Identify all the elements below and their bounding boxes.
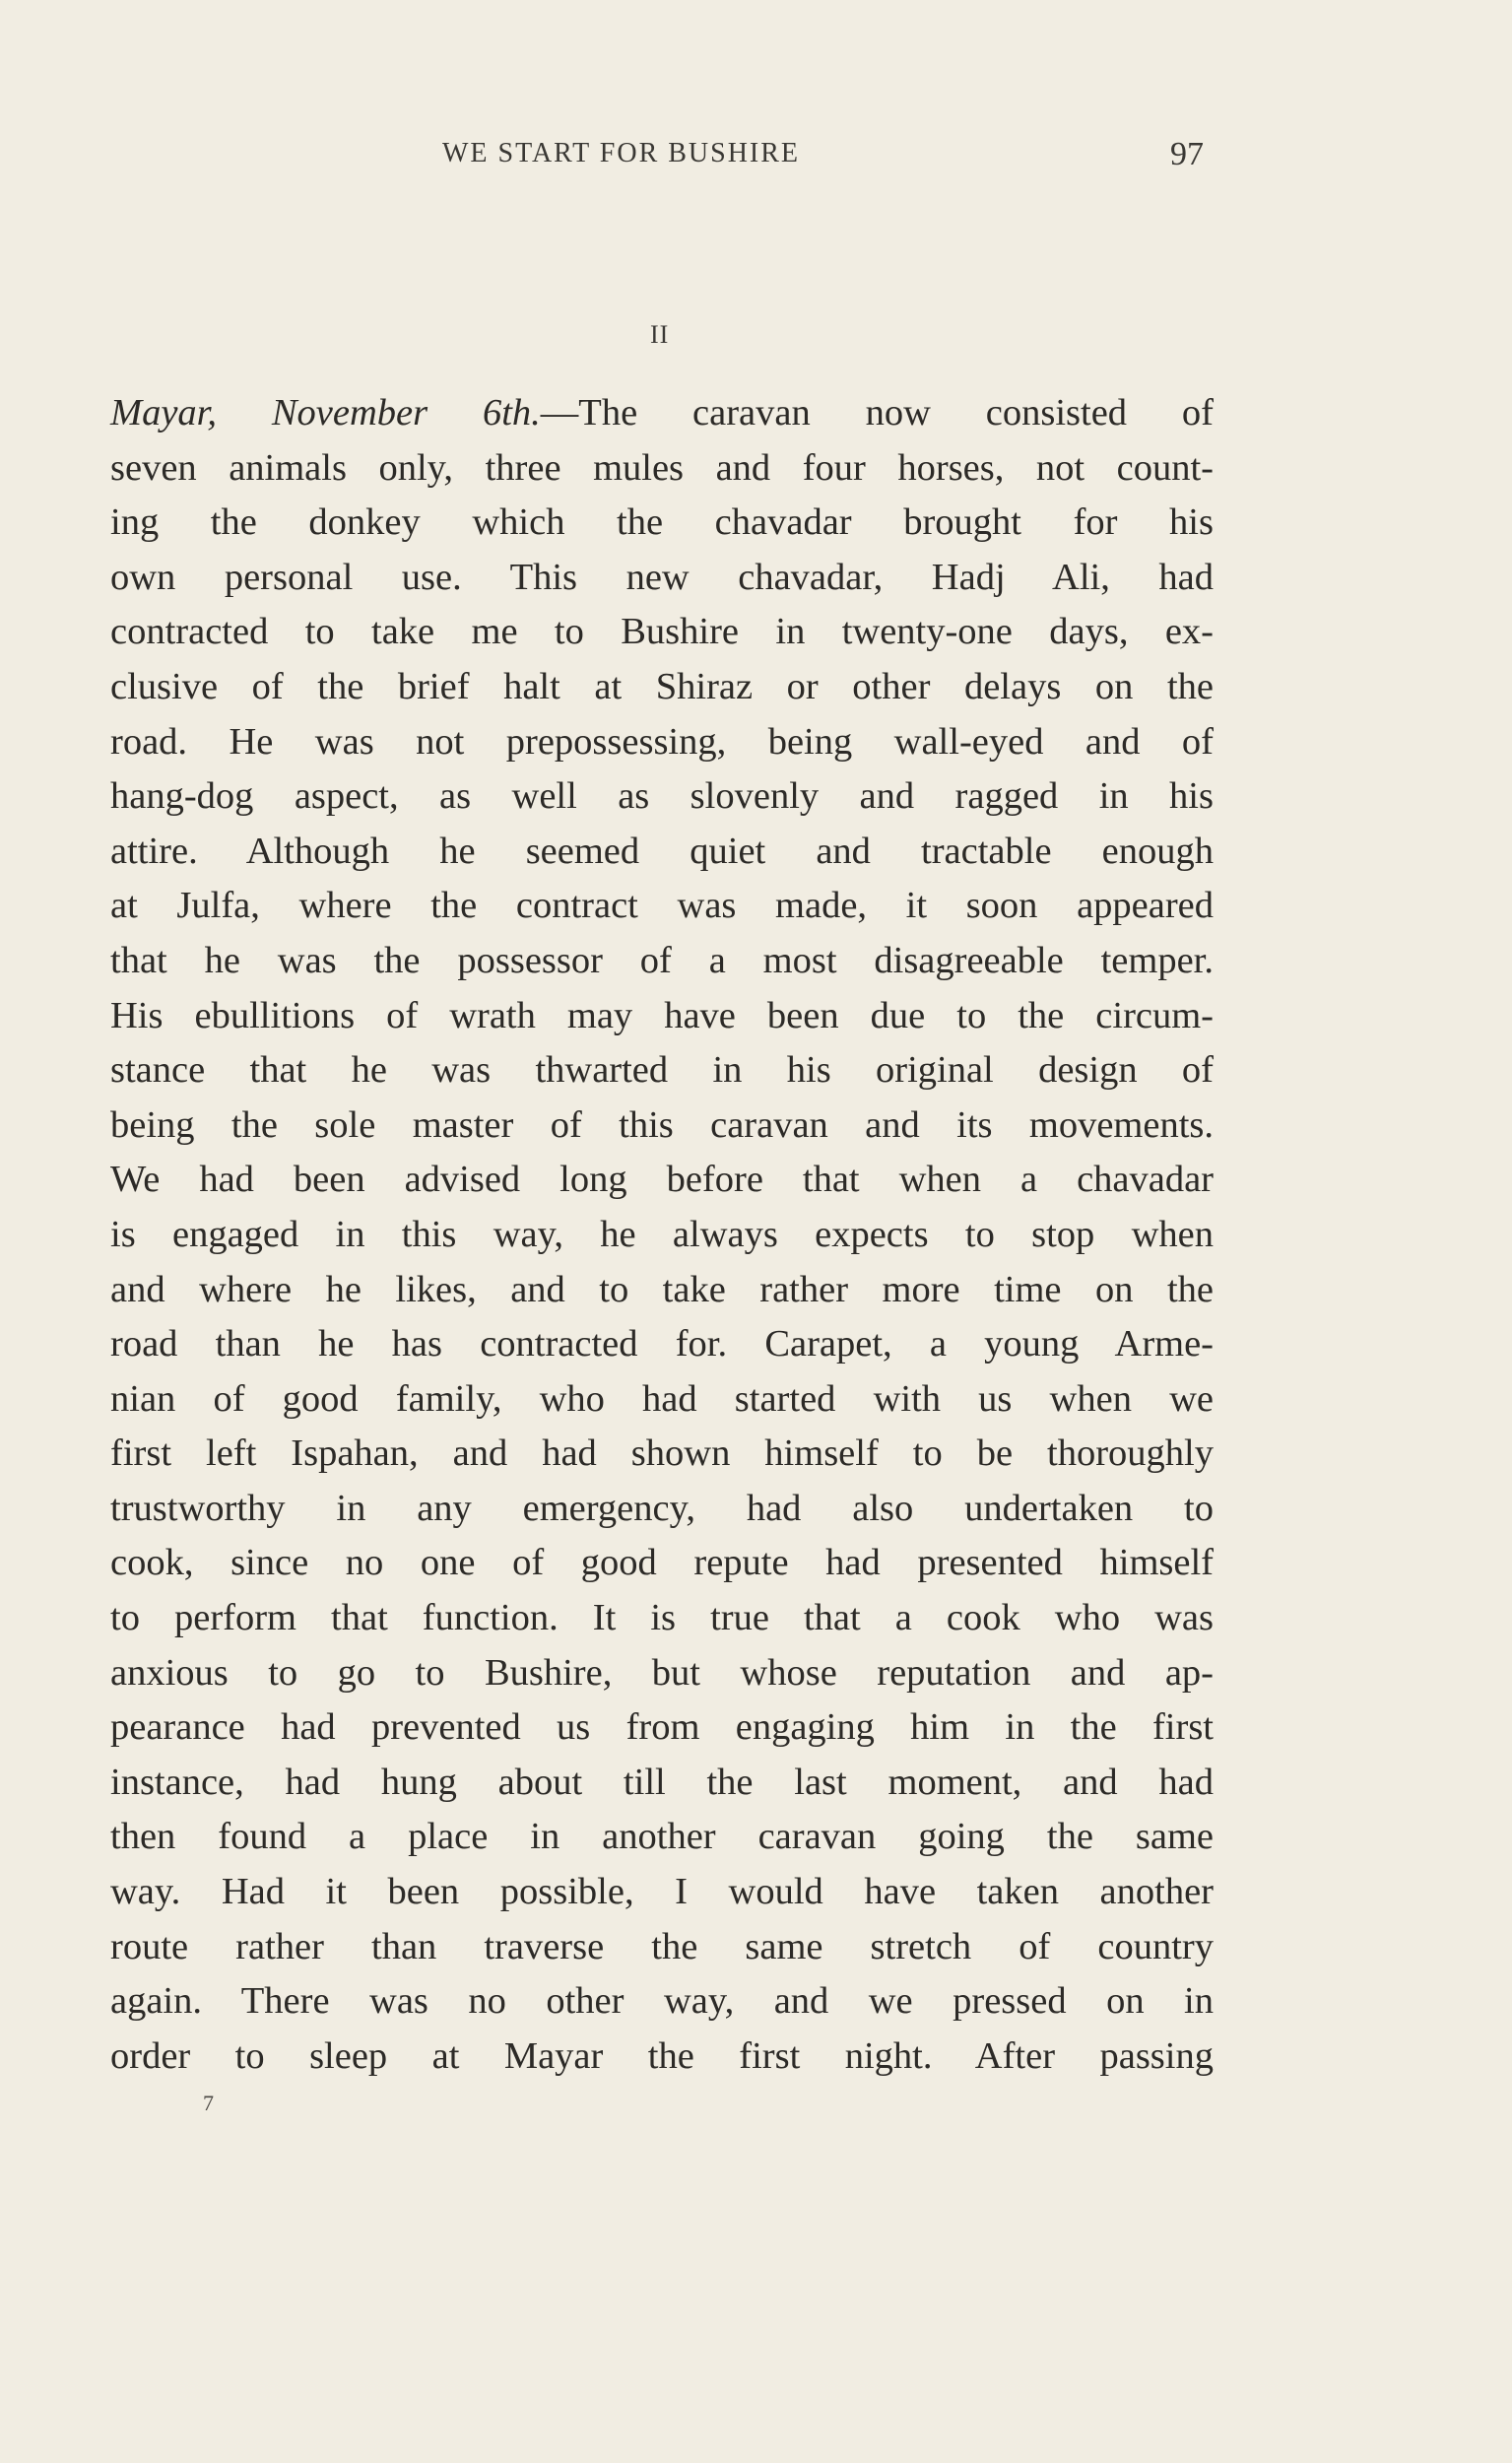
paragraph-line: that he was the possessor of a most disagreeable temper. xyxy=(110,939,1214,981)
paragraph-line: seven animals only, three mules and four horses, not count- xyxy=(110,446,1214,489)
paragraph-line: stance that he was thwarted in his original design of xyxy=(110,1049,1214,1092)
paragraph-line: trustworthy in any emergency, had also undertaken to xyxy=(110,1487,1214,1529)
paragraph-line: road. He was not prepossessing, being wall-eyed and of xyxy=(110,720,1214,763)
paragraph-line: way. Had it been possible, I would have taken another xyxy=(110,1871,1214,1913)
paragraph-line: road than he has contracted for. Carapet, a young Arme- xyxy=(110,1323,1214,1365)
paragraph-line: ing the donkey which the chavadar brought for his xyxy=(110,501,1214,544)
paragraph-line: first left Ispahan, and had shown himself to be thoroughly xyxy=(110,1432,1214,1475)
paragraph-line: instance, had hung about till the last moment, and had xyxy=(110,1761,1214,1803)
paragraph-line: cook, since no one of good repute had presented himself xyxy=(110,1542,1214,1584)
paragraph-line: is engaged in this way, he always expects to stop when xyxy=(110,1213,1214,1255)
paragraph-line: anxious to go to Bushire, but whose reputation and ap- xyxy=(110,1651,1214,1694)
paragraph-line xyxy=(110,386,1214,441)
paragraph-line: We had been advised long before that when a chavadar xyxy=(110,1159,1214,1201)
paragraph-line: contracted to take me to Bushire in twenty-one days, ex- xyxy=(110,611,1214,653)
line-text: —The caravan now consisted of xyxy=(540,392,1214,433)
dateline: Mayar, November 6th. xyxy=(110,392,541,433)
paragraph-line: route rather than traverse the same stretch of country xyxy=(110,1925,1214,1967)
paragraph-line: hang-dog aspect, as well as slovenly and ragged in his xyxy=(110,775,1214,818)
paragraph-line: attire. Although he seemed quiet and tractable enough xyxy=(110,830,1214,872)
paragraph-line: then found a place in another caravan going the same xyxy=(110,1816,1214,1858)
paragraph-line: at Julfa, where the contract was made, it soon appeared xyxy=(110,885,1214,927)
paragraph-line: nian of good family, who had started with us when we xyxy=(110,1377,1214,1420)
paragraph-line: order to sleep at Mayar the first night. After passing xyxy=(110,2034,1214,2077)
paragraph-line: own personal use. This new chavadar, Hadj Ali, had xyxy=(110,556,1214,598)
page-number: 97 xyxy=(1170,136,1204,172)
paragraph-line: again. There was no other way, and we pressed on in xyxy=(110,1980,1214,2023)
paragraph-line: pearance had prevented us from engaging him in the first xyxy=(110,1706,1214,1749)
paragraph-line: clusive of the brief halt at Shiraz or other delays on the xyxy=(110,665,1214,707)
body-text xyxy=(110,386,1214,2084)
paragraph-line: being the sole master of this caravan and its movements. xyxy=(110,1103,1214,1146)
paragraph-line: to perform that function. It is true that a cook who was xyxy=(110,1597,1214,1639)
paragraph-line: and where he likes, and to take rather more time on the xyxy=(110,1268,1214,1310)
signature-mark: 7 xyxy=(203,2091,214,2115)
running-head: WE START FOR BUSHIRE xyxy=(442,138,801,168)
section-number: II xyxy=(650,320,670,349)
paragraph-line: His ebullitions of wrath may have been due to the circum- xyxy=(110,994,1214,1036)
